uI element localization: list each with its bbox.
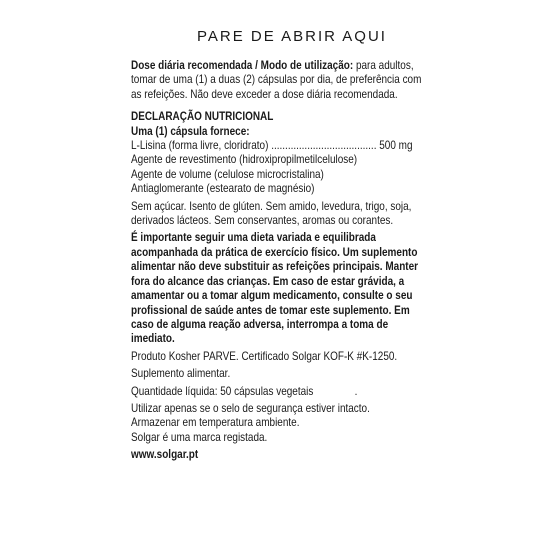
free-from-text: Sem açúcar. Isento de glúten. Sem amido, levedura, trigo, soja, derivados lácteos. Sem conservantes, aromas ou corantes. bbox=[131, 199, 412, 228]
ingredient-item: Antiaglomerante (estearato de magnésio) bbox=[131, 182, 315, 196]
quantity-mark: . bbox=[354, 384, 358, 398]
lysine-amount: 500 mg bbox=[379, 139, 413, 153]
dosage-text: para adultos, tomar de uma (1) a duas (2) cápsulas por dia, de preferência com as refeições. Não deve exceder a dose diária recomendada. bbox=[131, 59, 422, 101]
nutrition-subheading: Uma (1) cápsula fornece: bbox=[131, 124, 250, 138]
ingredient-item: Agente de volume (celulose microcristalina) bbox=[131, 167, 324, 181]
trademark-text: Solgar é uma marca registada. bbox=[131, 430, 268, 444]
dosage-heading: Dose diária recomendada / Modo de utilização: bbox=[131, 59, 354, 72]
ingredient-item: Agente de revestimento (hidroxipropilmetilcelulose) bbox=[131, 153, 358, 167]
storage-text: Armazenar em temperatura ambiente. bbox=[131, 416, 300, 430]
quantity-text: Quantidade líquida: 50 cápsulas vegetais . bbox=[131, 384, 358, 398]
product-label bbox=[131, 28, 431, 463]
kosher-text: Produto Kosher PARVE. Certificado Solgar KOF-K #K-1250. bbox=[131, 349, 398, 363]
lysine-dots: ...................................... bbox=[268, 139, 380, 153]
dosage-paragraph bbox=[131, 59, 423, 102]
label-text-block bbox=[131, 59, 423, 463]
lysine-row bbox=[131, 139, 423, 153]
supplement-text: Suplemento alimentar. bbox=[131, 367, 231, 381]
label-title: PARE DE ABRIR AQUI bbox=[197, 28, 387, 45]
lysine-name: L-Lisina (forma livre, cloridrato) bbox=[131, 139, 269, 153]
seal-text: Utilizar apenas se o selo de segurança estiver intacto. bbox=[131, 401, 370, 415]
website-link[interactable]: www.solgar.pt bbox=[131, 448, 199, 462]
warning-text: É importante seguir uma dieta variada e equilibrada acompanhada da prática de exercício físico. Um suplemento alimentar não deve substituir as refeições principais. Manter fora do alcance das crianças. Em caso de estar grávida, a amamentar ou a tomar algum medicamento, consulte o seu profissional de saúde antes de tomar este suplemento. Em caso de alguma reação adversa, interrompa a toma de imediato. bbox=[131, 231, 419, 346]
nutrition-heading: DECLARAÇÃO NUTRICIONAL bbox=[131, 110, 274, 124]
